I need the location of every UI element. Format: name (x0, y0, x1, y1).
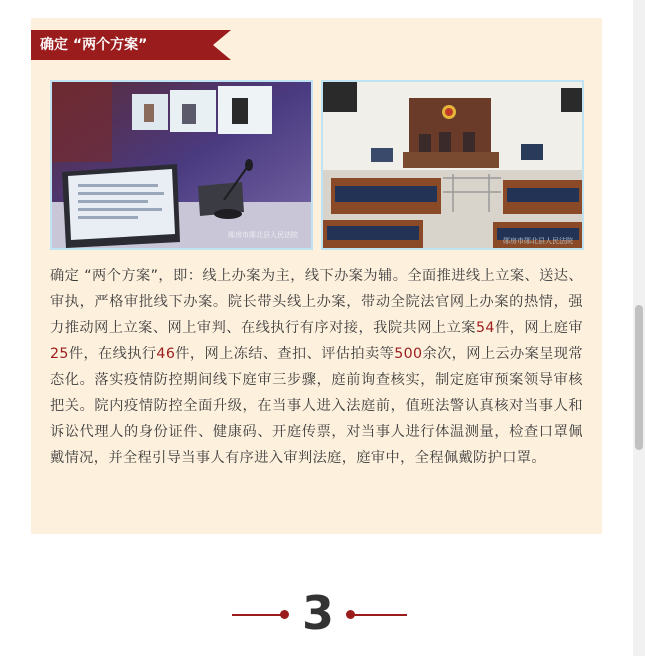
online-hearing-photo (50, 80, 313, 250)
body-paragraph (50, 263, 583, 471)
paragraph-text: 件，在线执行 (68, 346, 157, 362)
courtroom-illustration (323, 82, 582, 248)
online-hearing-illustration (52, 82, 311, 248)
section-card (31, 18, 602, 534)
divider-line-right (352, 614, 407, 616)
online-hearing-count: 25 (50, 346, 69, 362)
online-filing-count: 54 (476, 320, 495, 336)
photo-watermark: 郧房市郧北县人民法院 (503, 237, 573, 245)
online-freeze-count: 500 (394, 346, 423, 362)
scrollbar-thumb[interactable] (635, 305, 643, 450)
page-number: 3 (301, 586, 334, 640)
online-execution-count: 46 (156, 346, 176, 362)
photo-watermark: 郧房市郧北县人民法院 (228, 231, 298, 239)
divider-dot-left (280, 610, 289, 619)
divider-line-left (232, 614, 287, 616)
section-title-ribbon: 确定 “两个方案” (31, 30, 213, 60)
scrollbar-track[interactable] (633, 0, 645, 656)
paragraph-text: 确定 “两个方案”，即：线上办案为主，线下办案为辅。全面推进线上立案、送达、审执，严格审批线下办案。院长带头线上办案，带动全院法官网上办案的热情，强力推动网上立案、网上审判、在线执行有序对接，我院共网上立案 (50, 268, 583, 336)
paragraph-text: 余次，网上云办案呈现常态化。落实疫情防控期间线下庭审三步骤，庭前询查核实，制定庭审预案领导审核把关。院内疫情防控全面升级，在当事人进入法庭前，值班法警认真核对当事人和诉讼代理人的身份证件、健康码、开庭传票，对当事人进行体温测量，检查口罩佩戴情况，并全程引导当事人有序进入审判法庭，庭审中，全程佩戴防护口罩。 (50, 346, 583, 466)
courtroom-photo (321, 80, 584, 250)
paragraph-text: 件，网上庭审 (494, 320, 583, 336)
paragraph-text: 件，网上冻结、查扣、评估拍卖等 (175, 346, 395, 362)
